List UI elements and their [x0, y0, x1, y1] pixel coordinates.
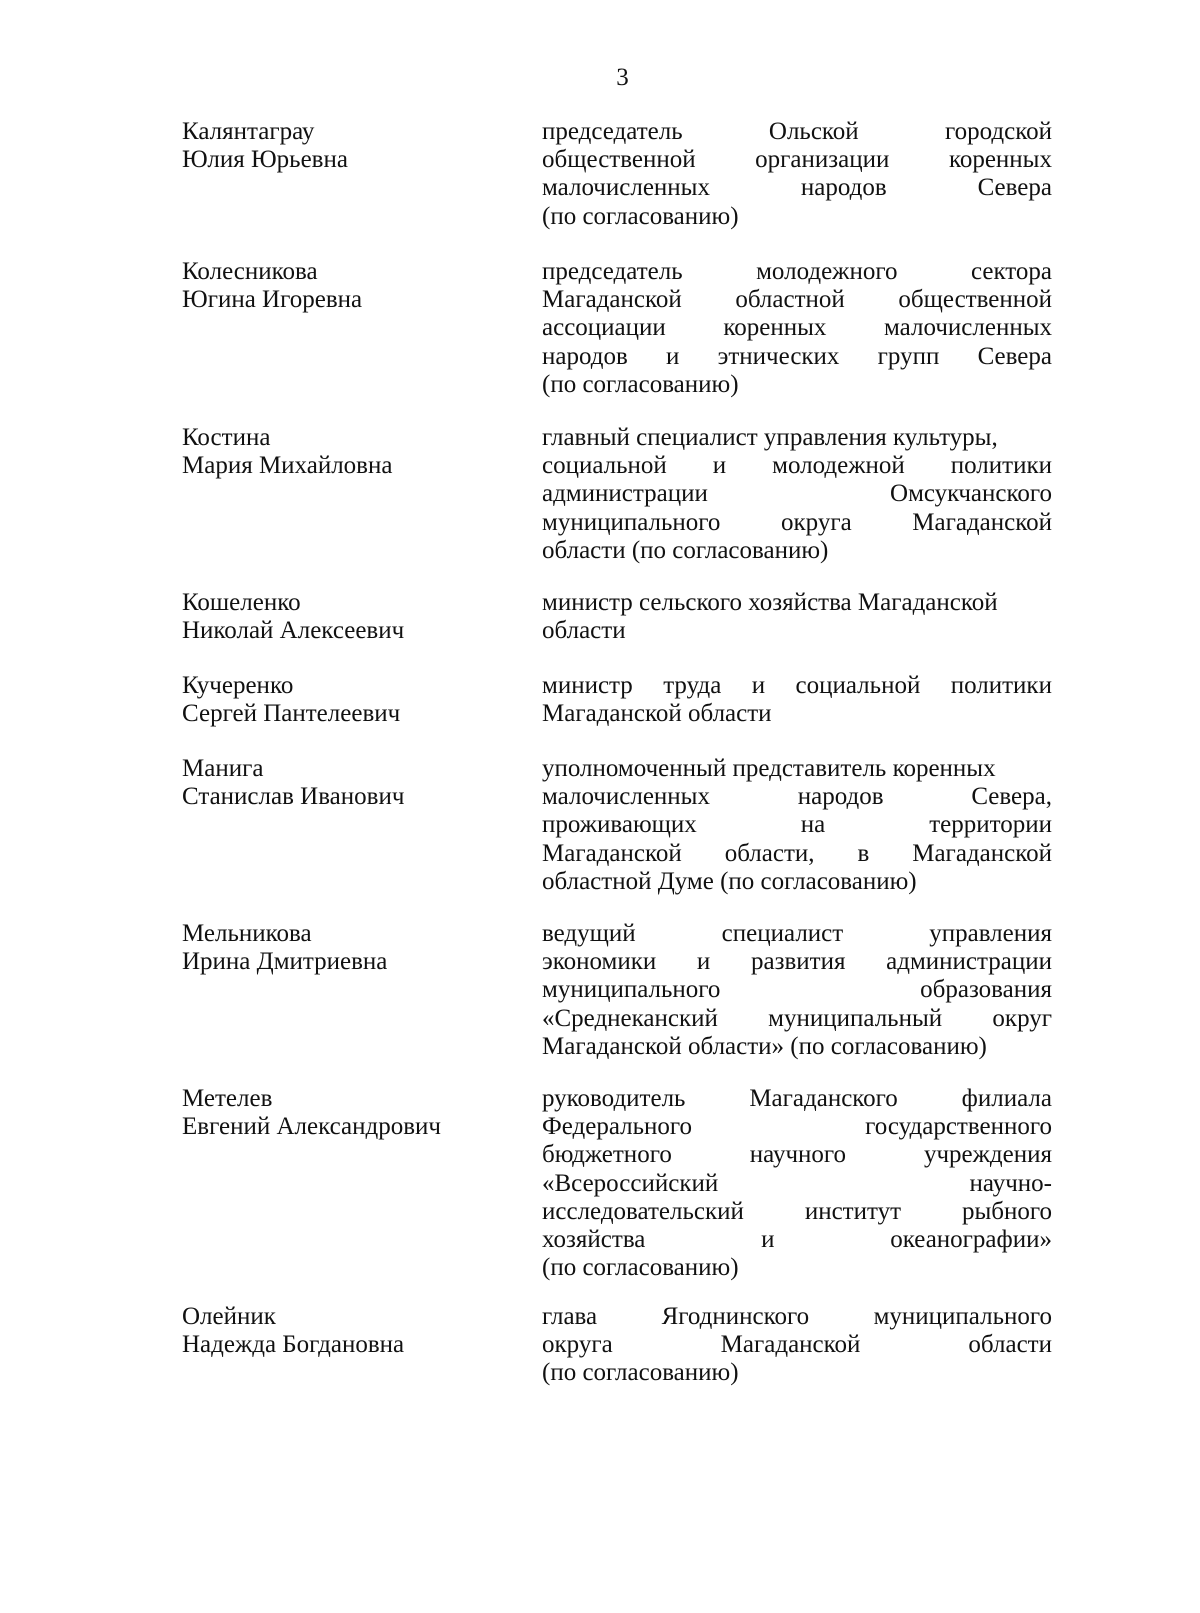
- position-word: общественной: [542, 146, 696, 174]
- position-line: [542, 1303, 1052, 1331]
- position-line: [542, 146, 1052, 174]
- position-word: на: [800, 811, 826, 839]
- position-line: [542, 286, 1052, 314]
- position-word: образования: [920, 976, 1052, 1004]
- position-line: уполномоченный представитель коренных: [542, 755, 996, 782]
- position-word: филиала: [961, 1085, 1052, 1112]
- member-position: [542, 258, 1052, 399]
- position-word: области,: [724, 839, 815, 867]
- position-word: ведущий: [542, 920, 636, 947]
- position-line: (по согласованию): [542, 1254, 739, 1282]
- member-surname: Мельникова: [182, 920, 312, 947]
- member-surname: Калянтаграу: [182, 118, 315, 145]
- position-word: специалист: [721, 920, 844, 947]
- position-word: молодежной: [772, 452, 905, 480]
- position-word: молодежного: [756, 258, 898, 285]
- position-line: областной Думе (по согласованию): [542, 867, 917, 895]
- member-given-names: Надежда Богдановна: [182, 1331, 405, 1358]
- position-word: округ: [992, 1004, 1052, 1032]
- position-word: социальной: [542, 452, 667, 480]
- position-line: (по согласованию): [542, 370, 739, 398]
- position-word: и: [751, 672, 766, 699]
- position-word: городской: [945, 118, 1052, 145]
- member-name: [182, 920, 502, 976]
- position-line: [542, 1198, 1052, 1226]
- position-line: (по согласованию): [542, 202, 739, 230]
- position-line: [542, 480, 1052, 508]
- position-line: [542, 1005, 1052, 1033]
- member-position: [542, 755, 1052, 896]
- position-line: [542, 783, 1052, 811]
- member-surname: Колесникова: [182, 258, 318, 285]
- position-word: министр: [542, 672, 633, 699]
- position-line: [542, 1085, 1052, 1113]
- position-line: (по согласованию): [542, 1359, 739, 1387]
- position-line: Магаданской области» (по согласованию): [542, 1032, 987, 1060]
- position-word: округа: [781, 508, 852, 536]
- position-word: труда: [663, 672, 722, 699]
- position-word: Омсукчанского: [890, 480, 1052, 508]
- position-word: сектора: [970, 258, 1052, 285]
- position-word: этнических: [717, 342, 840, 370]
- position-word: управления: [929, 920, 1052, 947]
- position-word: малочисленных: [542, 783, 710, 811]
- position-word: Магаданской: [720, 1331, 861, 1359]
- position-word: научного: [749, 1141, 847, 1169]
- position-word: Федерального: [542, 1113, 693, 1141]
- position-word: исследовательский: [542, 1197, 744, 1225]
- member-given-names: Николай Алексеевич: [182, 617, 405, 644]
- position-line: [542, 672, 1052, 700]
- position-word: народов: [797, 783, 884, 811]
- position-word: Ольской: [768, 118, 859, 145]
- position-line: [542, 509, 1052, 537]
- position-word: Магаданской: [912, 839, 1052, 867]
- position-word: муниципального: [873, 1303, 1052, 1330]
- member-given-names: Евгений Александрович: [182, 1113, 441, 1140]
- page-number: 3: [616, 64, 629, 91]
- member-position: [542, 589, 1052, 645]
- position-line: [542, 174, 1052, 202]
- position-line: [542, 840, 1052, 868]
- position-line: [542, 976, 1052, 1004]
- position-line: [542, 118, 1052, 146]
- member-given-names: Юлия Юрьевна: [182, 146, 348, 173]
- position-word: администрации: [542, 480, 708, 508]
- position-word: институт: [804, 1197, 901, 1225]
- position-word: Магаданской: [542, 839, 682, 867]
- member-name: [182, 258, 502, 314]
- member-surname: Олейник: [182, 1303, 276, 1330]
- position-line: главный специалист управления культуры,: [542, 424, 998, 451]
- position-word: океанографии»: [890, 1225, 1052, 1253]
- position-word: Магаданского: [749, 1085, 898, 1112]
- position-word: округа: [542, 1331, 613, 1359]
- position-word: Севера: [977, 174, 1052, 202]
- position-word: в: [857, 839, 870, 867]
- position-line: [542, 343, 1052, 371]
- position-line: [542, 1141, 1052, 1169]
- position-word: территории: [929, 811, 1052, 839]
- position-word: экономики: [542, 948, 657, 976]
- member-position: [542, 118, 1052, 231]
- position-line: министр сельского хозяйства Магаданской: [542, 589, 998, 616]
- position-word: политики: [950, 672, 1052, 699]
- position-word: областной: [735, 286, 845, 314]
- position-word: политики: [950, 452, 1052, 480]
- member-name: [182, 424, 502, 480]
- position-word: коренных: [948, 146, 1052, 174]
- member-given-names: Ирина Дмитриевна: [182, 948, 388, 975]
- member-given-names: Сергей Пантелеевич: [182, 700, 401, 727]
- position-word: Ягоднинского: [661, 1303, 810, 1330]
- member-given-names: Станислав Иванович: [182, 783, 405, 810]
- member-surname: Костина: [182, 424, 271, 451]
- position-word: области: [968, 1331, 1052, 1359]
- position-word: социальной: [795, 672, 921, 699]
- member-position: [542, 1303, 1052, 1388]
- position-line: [542, 258, 1052, 286]
- position-line: [542, 1170, 1052, 1198]
- position-word: групп: [877, 342, 940, 370]
- position-word: организации: [755, 146, 890, 174]
- position-word: руководитель: [542, 1085, 686, 1112]
- position-line: области (по согласованию): [542, 536, 829, 564]
- position-word: Севера,: [971, 783, 1052, 811]
- member-name: [182, 1303, 502, 1359]
- position-line: [542, 948, 1052, 976]
- member-name: [182, 755, 502, 811]
- position-line: [542, 811, 1052, 839]
- member-surname: Метелев: [182, 1085, 273, 1112]
- position-word: народов: [542, 342, 628, 370]
- member-name: [182, 672, 502, 728]
- position-word: коренных: [723, 314, 827, 342]
- position-word: муниципальный: [768, 1004, 943, 1032]
- position-word: малочисленных: [884, 314, 1052, 342]
- position-word: и: [712, 452, 727, 480]
- position-word: и: [696, 948, 711, 976]
- position-line: [542, 1331, 1052, 1359]
- position-word: и: [761, 1225, 775, 1253]
- position-word: муниципального: [542, 976, 721, 1004]
- position-word: председатель: [542, 118, 683, 145]
- position-word: Севера: [977, 342, 1052, 370]
- member-surname: Кучеренко: [182, 672, 294, 699]
- position-word: Магаданской: [542, 286, 682, 314]
- member-given-names: Югина Игоревна: [182, 286, 363, 313]
- position-word: научно-: [969, 1169, 1052, 1197]
- position-word: хозяйства: [542, 1225, 646, 1253]
- position-line: [542, 314, 1052, 342]
- member-position: [542, 424, 1052, 565]
- member-position: [542, 920, 1052, 1061]
- position-line: [542, 452, 1052, 480]
- position-line: области: [542, 617, 626, 645]
- member-position: [542, 1085, 1052, 1282]
- position-word: муниципального: [542, 508, 721, 536]
- position-word: Магаданской: [912, 508, 1052, 536]
- position-line: [542, 920, 1052, 948]
- position-word: администрации: [886, 948, 1052, 976]
- position-word: бюджетного: [542, 1141, 672, 1169]
- member-name: [182, 1085, 502, 1141]
- position-word: народов: [800, 174, 887, 202]
- member-name: [182, 118, 502, 174]
- position-word: малочисленных: [542, 174, 710, 202]
- member-surname: Кошеленко: [182, 589, 301, 616]
- member-name: [182, 589, 502, 645]
- position-word: и: [666, 342, 680, 370]
- position-line: [542, 1113, 1052, 1141]
- position-word: председатель: [542, 258, 683, 285]
- position-word: «Среднеканский: [542, 1004, 718, 1032]
- position-line: [542, 1226, 1052, 1254]
- position-word: ассоциации: [542, 314, 666, 342]
- position-line: Магаданской области: [542, 700, 772, 728]
- position-word: государственного: [865, 1113, 1052, 1141]
- position-word: рыбного: [961, 1197, 1052, 1225]
- position-word: развития: [751, 948, 846, 976]
- position-word: проживающих: [542, 811, 697, 839]
- position-word: общественной: [898, 286, 1052, 314]
- member-surname: Манига: [182, 755, 264, 782]
- member-given-names: Мария Михайловна: [182, 452, 393, 479]
- member-position: [542, 672, 1052, 728]
- position-word: учреждения: [923, 1141, 1052, 1169]
- position-word: глава: [542, 1303, 598, 1330]
- position-word: «Всероссийский: [542, 1169, 719, 1197]
